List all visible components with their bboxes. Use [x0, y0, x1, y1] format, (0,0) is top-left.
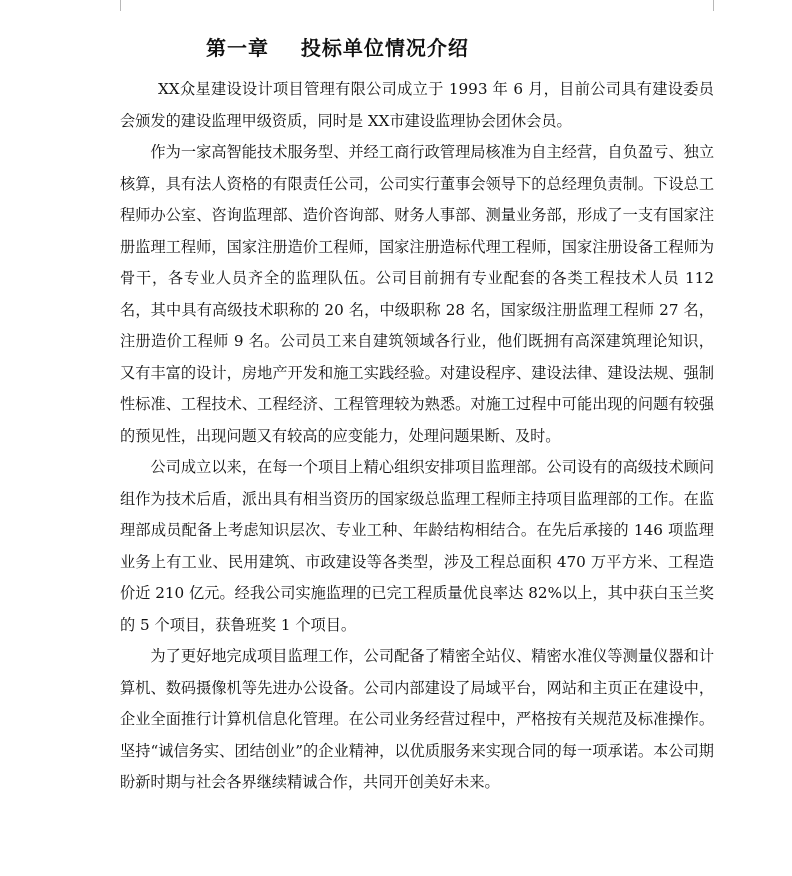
- page-corner-mark-right: [713, 0, 728, 11]
- paragraph-company-founding: XX众星建设设计项目管理有限公司成立于 1993 年 6 月，目前公司具有建设委员会颁发的建设监理甲级资质，同时是 XX市建设监理协会团休会员。: [120, 80, 714, 130]
- paragraph-company-profile: 作为一家高智能技术服务型、并经工商行政管理局核准为自主经营，自负盈亏、独立核算，具有法人资格的有限责任公司，公司实行董事会领导下的总经理负责制。下设总工程师办公室、咨询监理部、造价咨询部、财务人事部、测量业务部，形成了一支有国家注册监理工程师，国家注册造价工程师，国家注册造标代理工程师，国家注册设备工程师为骨干，各专业人员齐全的监理队伍。公司目前拥有专业配套的各类工程技术人员 112 名，其中具有高级技术职称的 20 名，中级职称 28 名，国家级注册监理工程师 27 名，注册造价工程师 9 名。公司员工来自建筑领域各行业，他们既拥有高深建筑理论知识，又有丰富的设计，房地产开发和施工实践经验。对建设程序、建设法律、建设法规、强制性标准、工程技术、工程经济、工程管理较为熟悉。对施工过程中可能出现的问题有较强的预见性，出现问题又有较高的应变能力，处理问题果断、及时。: [120, 143, 714, 445]
- document-page: [120, 28, 714, 799]
- page-corner-mark-left: [106, 0, 121, 11]
- paragraph-project-experience: 公司成立以来，在每一个项目上精心组织安排项目监理部。公司设有的高级技术顾问组作为技术后盾，派出具有相当资历的国家级总监理工程师主持项目监理部的工作。在监理部成员配备上考虑知识层次、专业工种、年龄结构相结合。在先后承接的 146 项监理业务上有工业、民用建筑、市政建设等各类型，涉及工程总面积 470 万平方米、工程造价近 210 亿元。经我公司实施监理的已完工程质量优良率达 82%以上，其中获白玉兰奖的 5 个项目，获鲁班奖 1 个项目。: [120, 458, 714, 634]
- paragraph-equipment-and-commitment: 为了更好地完成项目监理工作，公司配备了精密全站仪、精密水准仪等测量仪器和计算机、数码摄像机等先进办公设备。公司内部建设了局域平台，网站和主页正在建设中，企业全面推行计算机信息化管理。在公司业务经营过程中，严格按有关规范及标准操作。坚持“诚信务实、团结创业”的企业精神，以优质服务来实现合同的每一项承诺。本公司期盼新时期与社会各界继续精诚合作，共同开创美好未来。: [120, 647, 714, 791]
- chapter-title: 第一章 投标单位情况介绍: [206, 36, 469, 60]
